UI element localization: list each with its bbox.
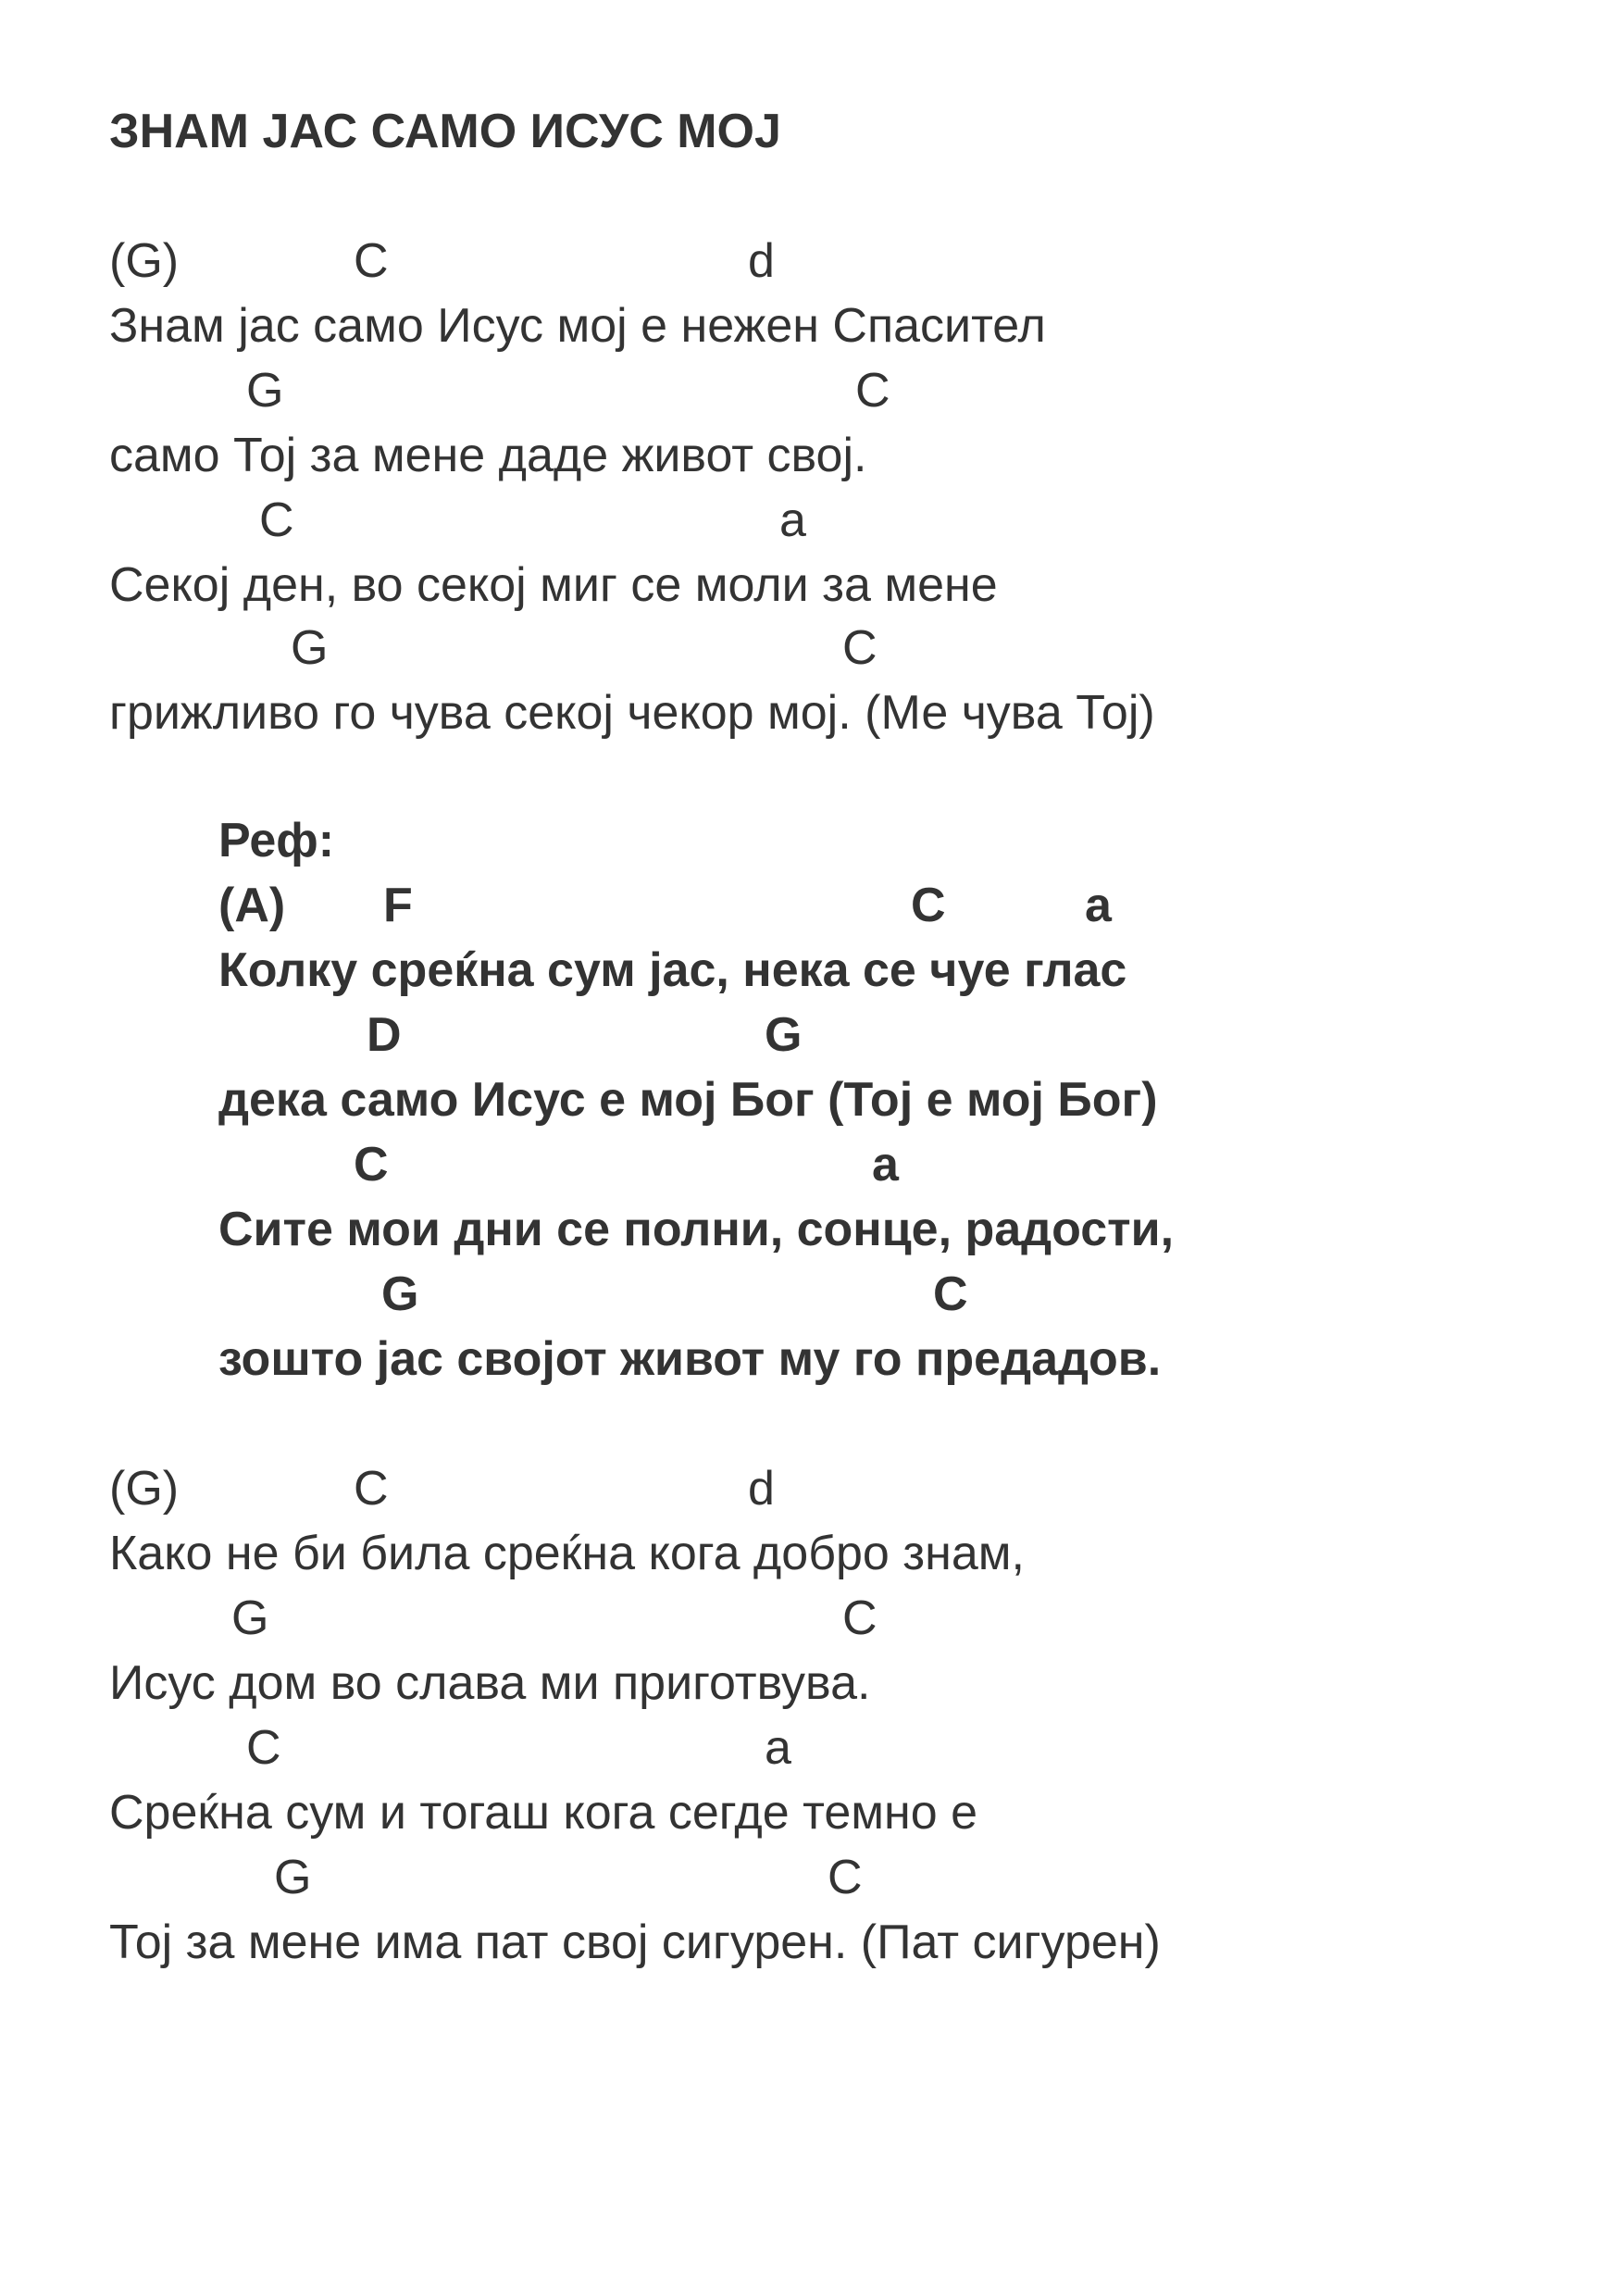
chord: C [828,1851,863,1904]
chord: C [855,364,890,418]
lyric-line: само Тој за мене даде живот свој. [109,429,867,482]
chord: D [367,1008,402,1062]
chord: (A) [218,879,286,932]
lyric-line: зошто јас својот живот му го предадов. [218,1332,1162,1386]
chord: (G) [109,234,180,288]
lyric-line: Сите мои дни се полни, сонце, радости, [218,1203,1175,1256]
chord: G [381,1267,419,1321]
lyric-line: грижливо го чува секој чекор мој. (Ме чува Тој) [109,686,1155,740]
chord: C [354,234,389,288]
lyric-line: Исус дом во слава ми приготвува. [109,1656,871,1710]
chord: C [354,1138,389,1192]
chord: a [779,493,806,547]
chord: a [765,1721,791,1775]
chord: G [274,1851,312,1904]
chord: C [911,879,946,932]
chord: d [748,234,775,288]
chord: G [246,364,284,418]
lyric-line: дека само Исус е мој Бог (Тој е мој Бог) [218,1073,1158,1127]
lyric-line: Секој ден, во секој миг се моли за мене [109,558,998,612]
chord: a [1085,879,1112,932]
chord: G [231,1591,269,1645]
lyric-line: Среќна сум и тогаш кога сегде темно е [109,1786,978,1840]
chord: (G) [109,1462,180,1516]
lyric-line: Како не би била среќна кога добро знам, [109,1527,1025,1580]
chord: G [765,1008,803,1062]
chord: C [354,1462,389,1516]
lyric-line: Колку среќна сум јас, нека се чуе глас [218,943,1127,997]
chord: C [933,1267,968,1321]
chord: d [748,1462,775,1516]
chord: C [842,621,877,675]
chord: C [246,1721,281,1775]
lyric-line: Знам јас само Исус мој е нежен Спасител [109,299,1046,353]
chord: F [383,879,413,932]
chord: a [872,1138,899,1192]
chord: C [259,493,294,547]
chorus-label: Реф: [218,814,335,867]
lyric-line: Тој за мене има пат свој сигурен. (Пат сигурен) [109,1915,1161,1969]
song-title: ЗНАМ ЈАС САМО ИСУС МОЈ [109,105,781,158]
chord: G [291,621,329,675]
chord: C [842,1591,877,1645]
